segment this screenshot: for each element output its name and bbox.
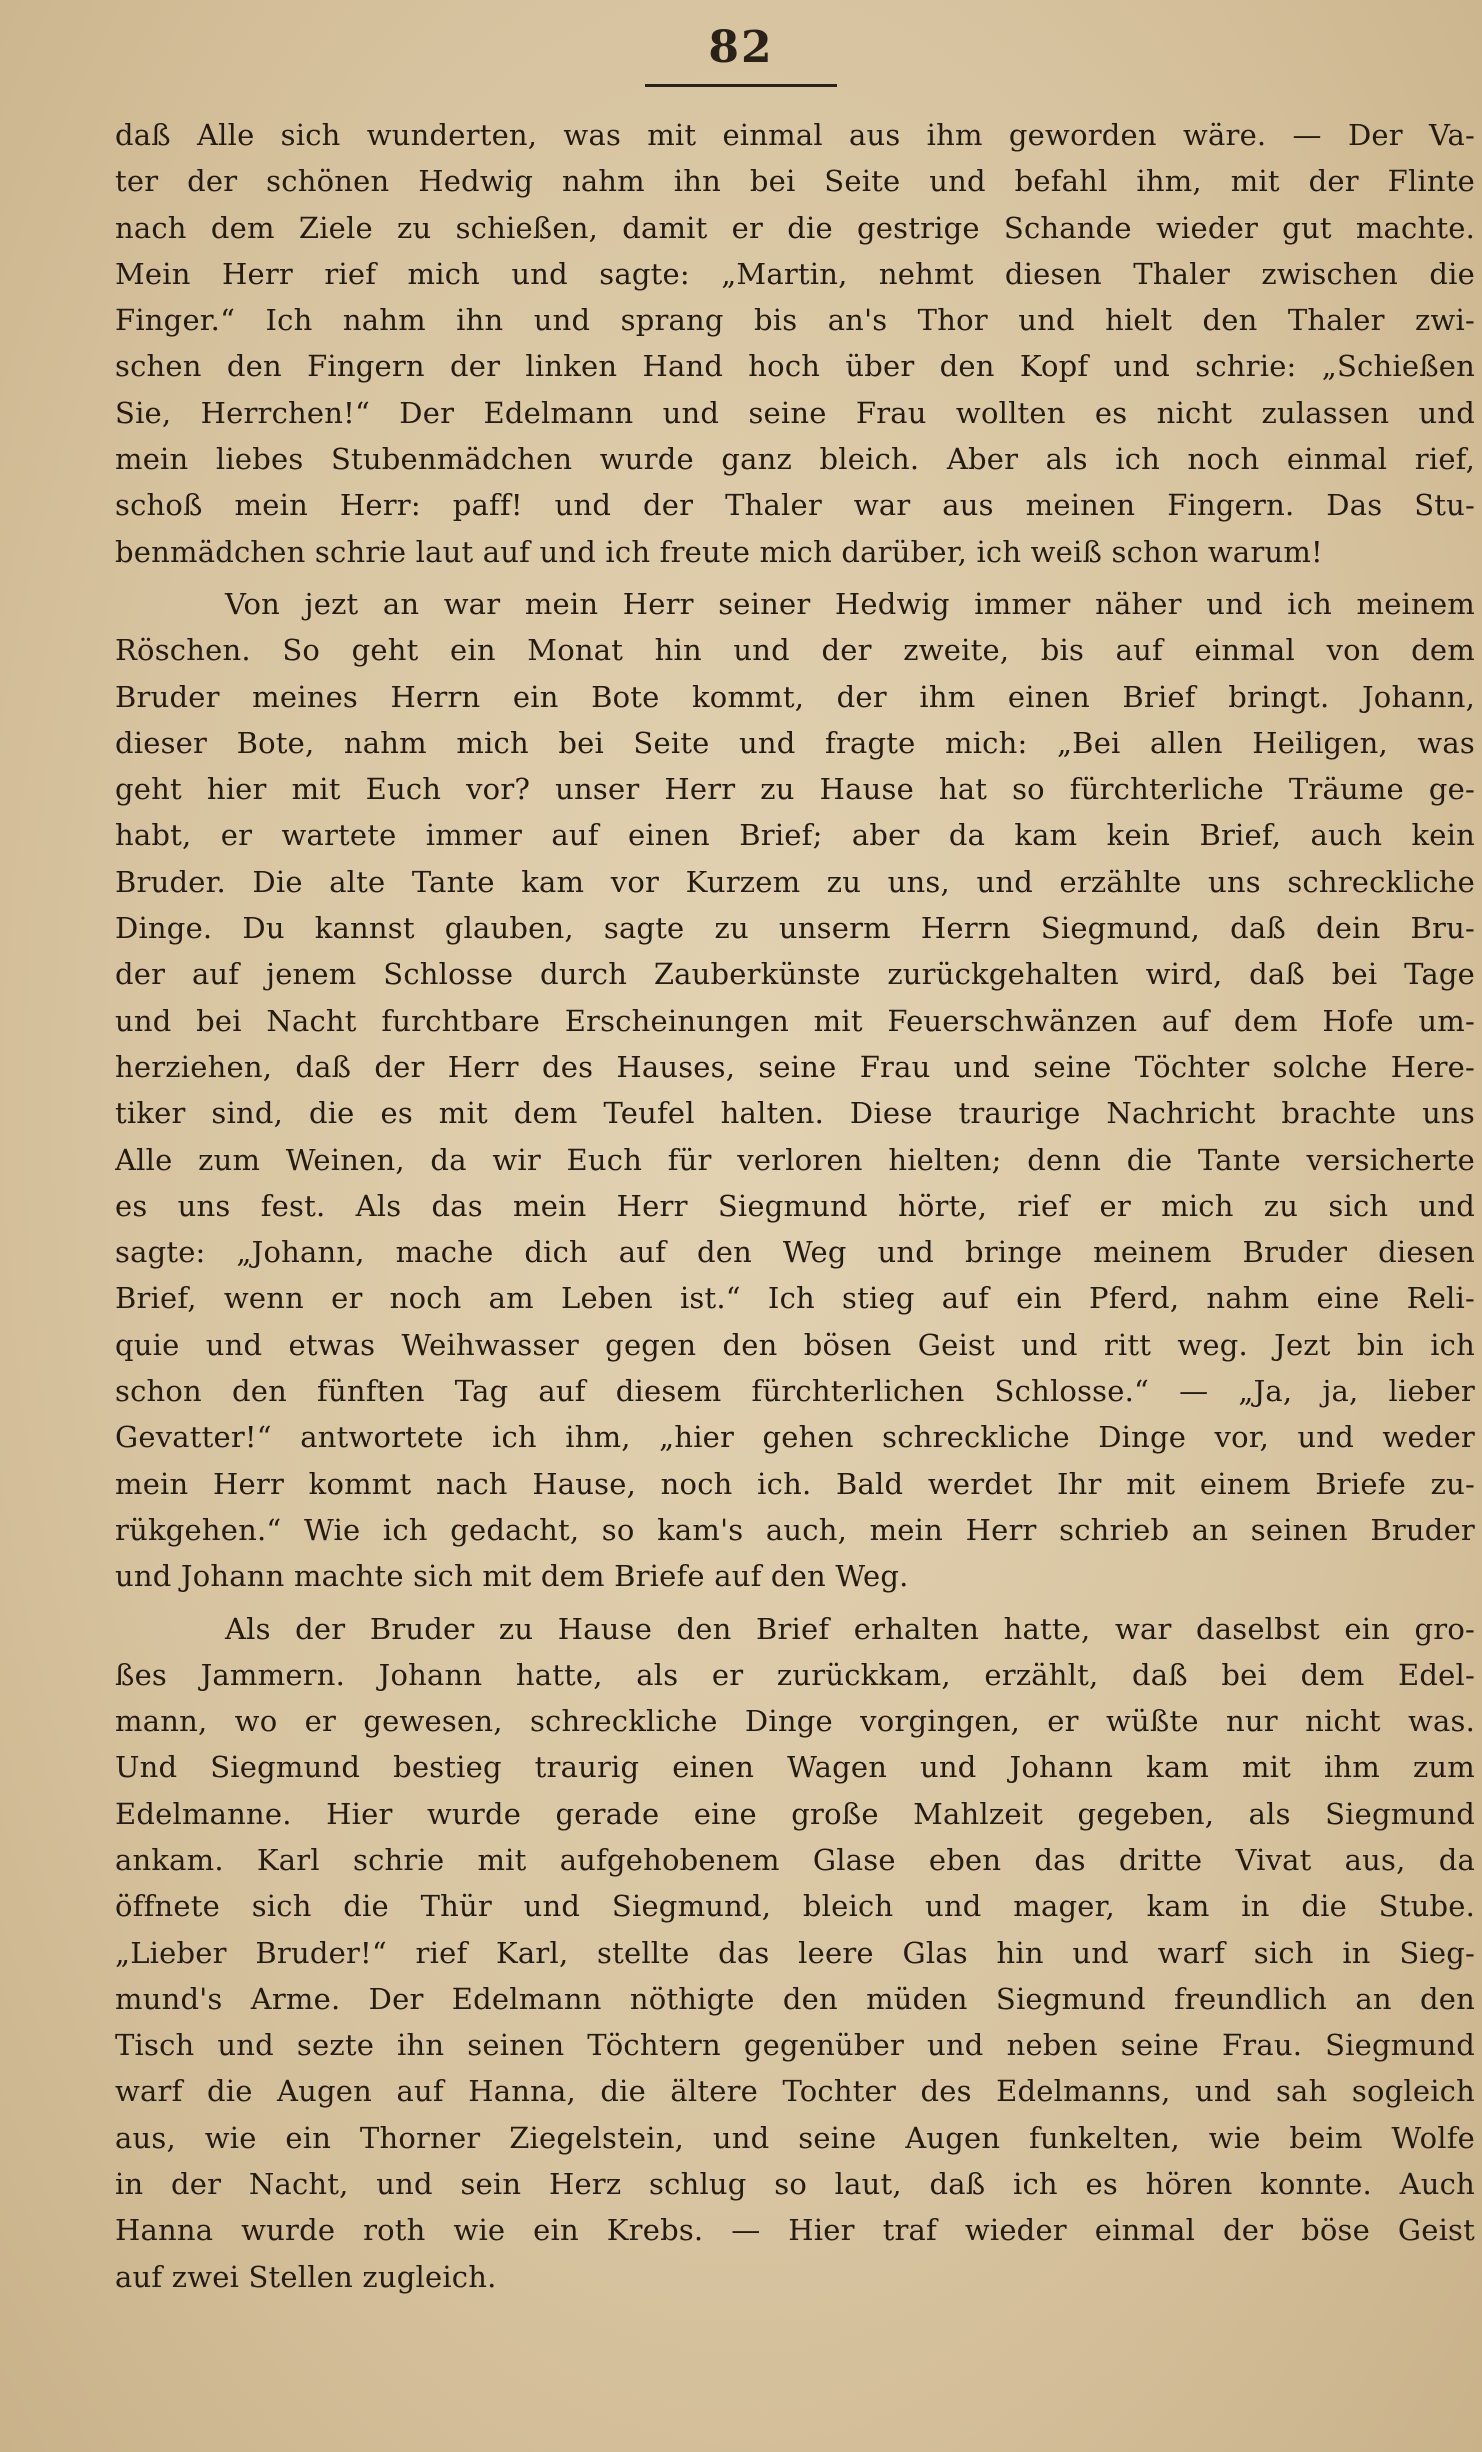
text-line: öffnete sich die Thür und Siegmund, bleich und mager, kam in die Stube. (115, 1889, 1475, 1924)
text-line: nach dem Ziele zu schießen, damit er die gestrige Schande wieder gut machte. (115, 210, 1475, 245)
paragraph-1 (115, 112, 1475, 575)
text-line: Hanna wurde roth wie ein Krebs. — Hier traf wieder einmal der böse Geist (115, 2213, 1475, 2248)
text-line: in der Nacht, und sein Herz schlug so laut, daß ich es hören konnte. Auch (115, 2167, 1475, 2202)
text-line: Sie, Herrchen!“ Der Edelmann und seine Frau wollten es nicht zulassen und (115, 395, 1475, 430)
text-line: mein liebes Stubenmädchen wurde ganz bleich. Aber als ich noch einmal rief, (115, 442, 1475, 477)
text-line: Dinge. Du kannst glauben, sagte zu unserm Herrn Siegmund, daß dein Bru- (115, 911, 1475, 946)
body-text (115, 112, 1475, 2300)
text-line: schon den fünften Tag auf diesem fürchterlichen Schlosse.“ — „Ja, ja, lieber (115, 1374, 1475, 1409)
text-line: herziehen, daß der Herr des Hauses, seine Frau und seine Töchter solche Here- (115, 1049, 1475, 1084)
text-line: Bruder. Die alte Tante kam vor Kurzem zu uns, und erzählte uns schreckliche (115, 864, 1475, 899)
text-line: mein Herr kommt nach Hause, noch ich. Bald werdet Ihr mit einem Briefe zu- (115, 1466, 1475, 1501)
text-line: auf zwei Stellen zugleich. (115, 2259, 497, 2294)
text-line: Gevatter!“ antwortete ich ihm, „hier gehen schreckliche Dinge vor, und weder (115, 1420, 1475, 1455)
paragraph-3 (115, 1606, 1475, 2300)
text-line: quie und etwas Weihwasser gegen den bösen Geist und ritt weg. Jezt bin ich (115, 1327, 1475, 1362)
text-line: mund's Arme. Der Edelmann nöthigte den müden Siegmund freundlich an den (115, 1981, 1475, 2016)
text-line: geht hier mit Euch vor? unser Herr zu Hause hat so fürchterliche Träume ge- (115, 772, 1475, 807)
text-line: und Johann machte sich mit dem Briefe auf den Weg. (115, 1559, 909, 1594)
text-line: Alle zum Weinen, da wir Euch für verloren hielten; denn die Tante versicherte (115, 1142, 1475, 1177)
text-line: daß Alle sich wunderten, was mit einmal aus ihm geworden wäre. — Der Va- (115, 118, 1475, 152)
text-line: es uns fest. Als das mein Herr Siegmund hörte, rief er mich zu sich und (115, 1188, 1475, 1223)
paragraph-2 (115, 581, 1475, 1600)
text-line: ankam. Karl schrie mit aufgehobenem Glase eben das dritte Vivat aus, da (115, 1842, 1475, 1877)
text-line: Tisch und sezte ihn seinen Töchtern gegenüber und neben seine Frau. Siegmund (115, 2028, 1475, 2063)
text-line: schen den Fingern der linken Hand hoch über den Kopf und schrie: „Schießen (115, 349, 1475, 384)
text-line: ter der schönen Hedwig nahm ihn bei Seite und befahl ihm, mit der Flinte (115, 164, 1475, 199)
text-line: ßes Jammern. Johann hatte, als er zurückkam, erzählt, daß bei dem Edel- (115, 1657, 1475, 1692)
text-line: Finger.“ Ich nahm ihn und sprang bis an's Thor und hielt den Thaler zwi- (115, 303, 1475, 338)
text-line: tiker sind, die es mit dem Teufel halten. Diese traurige Nachricht brachte uns (115, 1096, 1475, 1131)
text-line: mann, wo er gewesen, schreckliche Dinge vorgingen, er wüßte nur nicht was. (115, 1704, 1475, 1739)
text-line: Edelmanne. Hier wurde gerade eine große Mahlzeit gegeben, als Siegmund (115, 1796, 1475, 1831)
text-line: Und Siegmund bestieg traurig einen Wagen und Johann kam mit ihm zum (115, 1750, 1475, 1785)
text-line: der auf jenem Schlosse durch Zauberkünste zurückgehalten wird, daß bei Tage (115, 957, 1475, 992)
text-line: „Lieber Bruder!“ rief Karl, stellte das leere Glas hin und warf sich in Sieg- (115, 1935, 1475, 1970)
text-line: Mein Herr rief mich und sagte: „Martin, nehmt diesen Thaler zwischen die (115, 256, 1475, 291)
text-line: Brief, wenn er noch am Leben ist.“ Ich stieg auf ein Pferd, nahm eine Reli- (115, 1281, 1475, 1316)
text-line: Röschen. So geht ein Monat hin und der zweite, bis auf einmal von dem (115, 633, 1475, 668)
text-line: warf die Augen auf Hanna, die ältere Tochter des Edelmanns, und sah sogleich (115, 2074, 1475, 2109)
header-rule (645, 84, 837, 87)
text-line: dieser Bote, nahm mich bei Seite und fragte mich: „Bei allen Heiligen, was (115, 725, 1475, 760)
text-line: aus, wie ein Thorner Ziegelstein, und seine Augen funkelten, wie beim Wolfe (115, 2120, 1475, 2155)
text-line: benmädchen schrie laut auf und ich freute mich darüber, ich weiß schon warum! (115, 534, 1323, 569)
text-line: und bei Nacht furchtbare Erscheinungen mit Feuerschwänzen auf dem Hofe um- (115, 1003, 1475, 1038)
page-number: 82 (708, 22, 774, 73)
text-line: Bruder meines Herrn ein Bote kommt, der ihm einen Brief bringt. Johann, (115, 679, 1475, 714)
text-line: schoß mein Herr: paff! und der Thaler war aus meinen Fingern. Das Stu- (115, 488, 1475, 523)
text-line: habt, er wartete immer auf einen Brief; aber da kam kein Brief, auch kein (115, 818, 1475, 853)
text-line: rükgehen.“ Wie ich gedacht, so kam's auch, mein Herr schrieb an seinen Bruder (115, 1512, 1475, 1547)
text-line: sagte: „Johann, mache dich auf den Weg und bringe meinem Bruder diesen (115, 1235, 1475, 1270)
text-line: Als der Bruder zu Hause den Brief erhalten hatte, war daselbst ein gro- (225, 1611, 1475, 1646)
text-line: Von jezt an war mein Herr seiner Hedwig immer näher und ich meinem (225, 586, 1475, 621)
